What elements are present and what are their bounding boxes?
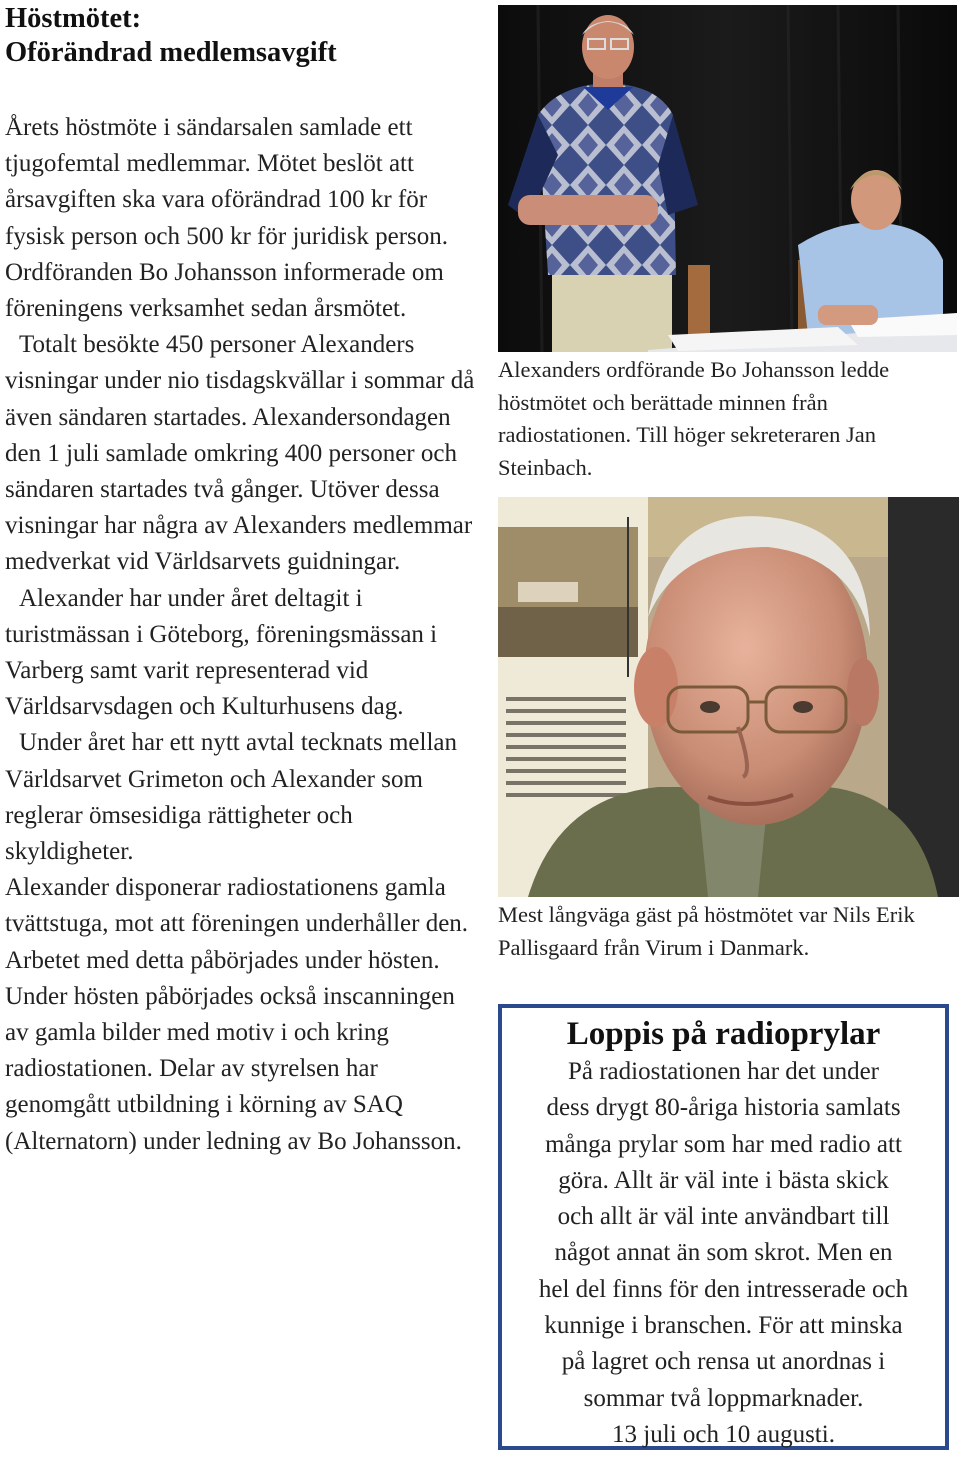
paragraph-5: Alexander disponerar radiostationens gamla tvättstuga, mot att föreningen underhåller den. Arbetet med detta påbörjades under hösten. Under hösten påbörjades också inscanningen av gamla bilder med motiv i och kring radiostationen. Delar av styrelsen har genomgått utbildning i körning av SAQ (Alternatorn) under ledning av Bo Johansson. [5,874,469,1155]
loppis-text [502,1054,945,1453]
loppis-line: och allt är väl inte användbart till [557,1203,890,1231]
heading-line-2: Oförändrad medlemsavgift [5,37,337,68]
guest-portrait-photo [498,497,959,897]
loppis-box [498,1004,949,1450]
loppis-line: på lagret och rensa ut anordnas i [561,1348,886,1376]
paragraph-3: Alexander har under året deltagit i turistmässan i Göteborg, föreningsmässan i Varberg samt varit representerad vid Världsarvsdagen och Kulturhusens dag. [5,584,438,721]
meeting-photo [498,5,957,352]
paragraph-1: Årets höstmöte i sändarsalen samlade ett tjugofemtal medlemmar. Mötet beslöt att årsavgiften ska vara oförändrad 100 kr för fysisk person och 500 kr för juridisk person. Ordföranden Bo Johansson informerade om föreningens verksamhet sedan årsmötet. [5,114,448,323]
heading-line-1: Höstmötet: [5,3,142,34]
meeting-photo-caption: Alexanders ordförande Bo Johansson ledde höstmötet och berättade minnen från radiostationen. Till höger sekreteraren Jan Steinbach. [498,357,890,480]
loppis-title: Loppis på radioprylar [566,1016,881,1052]
meeting-photo-image [498,5,957,352]
loppis-line: På radiostationen har det under [567,1058,879,1085]
loppis-line: dess drygt 80-åriga historia samlats [546,1094,901,1122]
loppis-line: något annat än som skrot. Men en [554,1239,893,1267]
loppis-line: kunnige i branschen. För att minska [544,1312,903,1340]
paragraph-4: Under året har ett nytt avtal tecknats mellan Världsarvet Grimeton och Alexander som reglerar ömsesidiga rättigheter och skyldigheter. [5,729,458,866]
article [5,2,480,1160]
paragraph-2: Totalt besökte 450 personer Alexanders visningar under nio tisdagskvällar i sommar då även sändaren startades. Alexandersondagen den 1 juli samlade omkring 400 personer och sändaren startades två gånger. Utöver dessa visningar har några av Alexanders medlemmar medverkat vid Världsarvets guidningar. [5,331,475,576]
article-heading [5,2,480,70]
loppis-dates: 13 juli och 10 augusti. [612,1420,835,1448]
article-body [5,110,480,1160]
loppis-line: många prylar som har med radio att [545,1130,902,1158]
loppis-line: göra. Allt är väl inte i bästa skick [558,1166,889,1194]
guest-photo-caption: Mest långväga gäst på höstmötet var Nils Erik Pallisgaard från Virum i Danmark. [498,902,915,960]
loppis-line: sommar två loppmarknader. [583,1384,864,1412]
guest-portrait-image [498,497,959,897]
loppis-line: hel del finns för den intresserade och [538,1275,909,1303]
